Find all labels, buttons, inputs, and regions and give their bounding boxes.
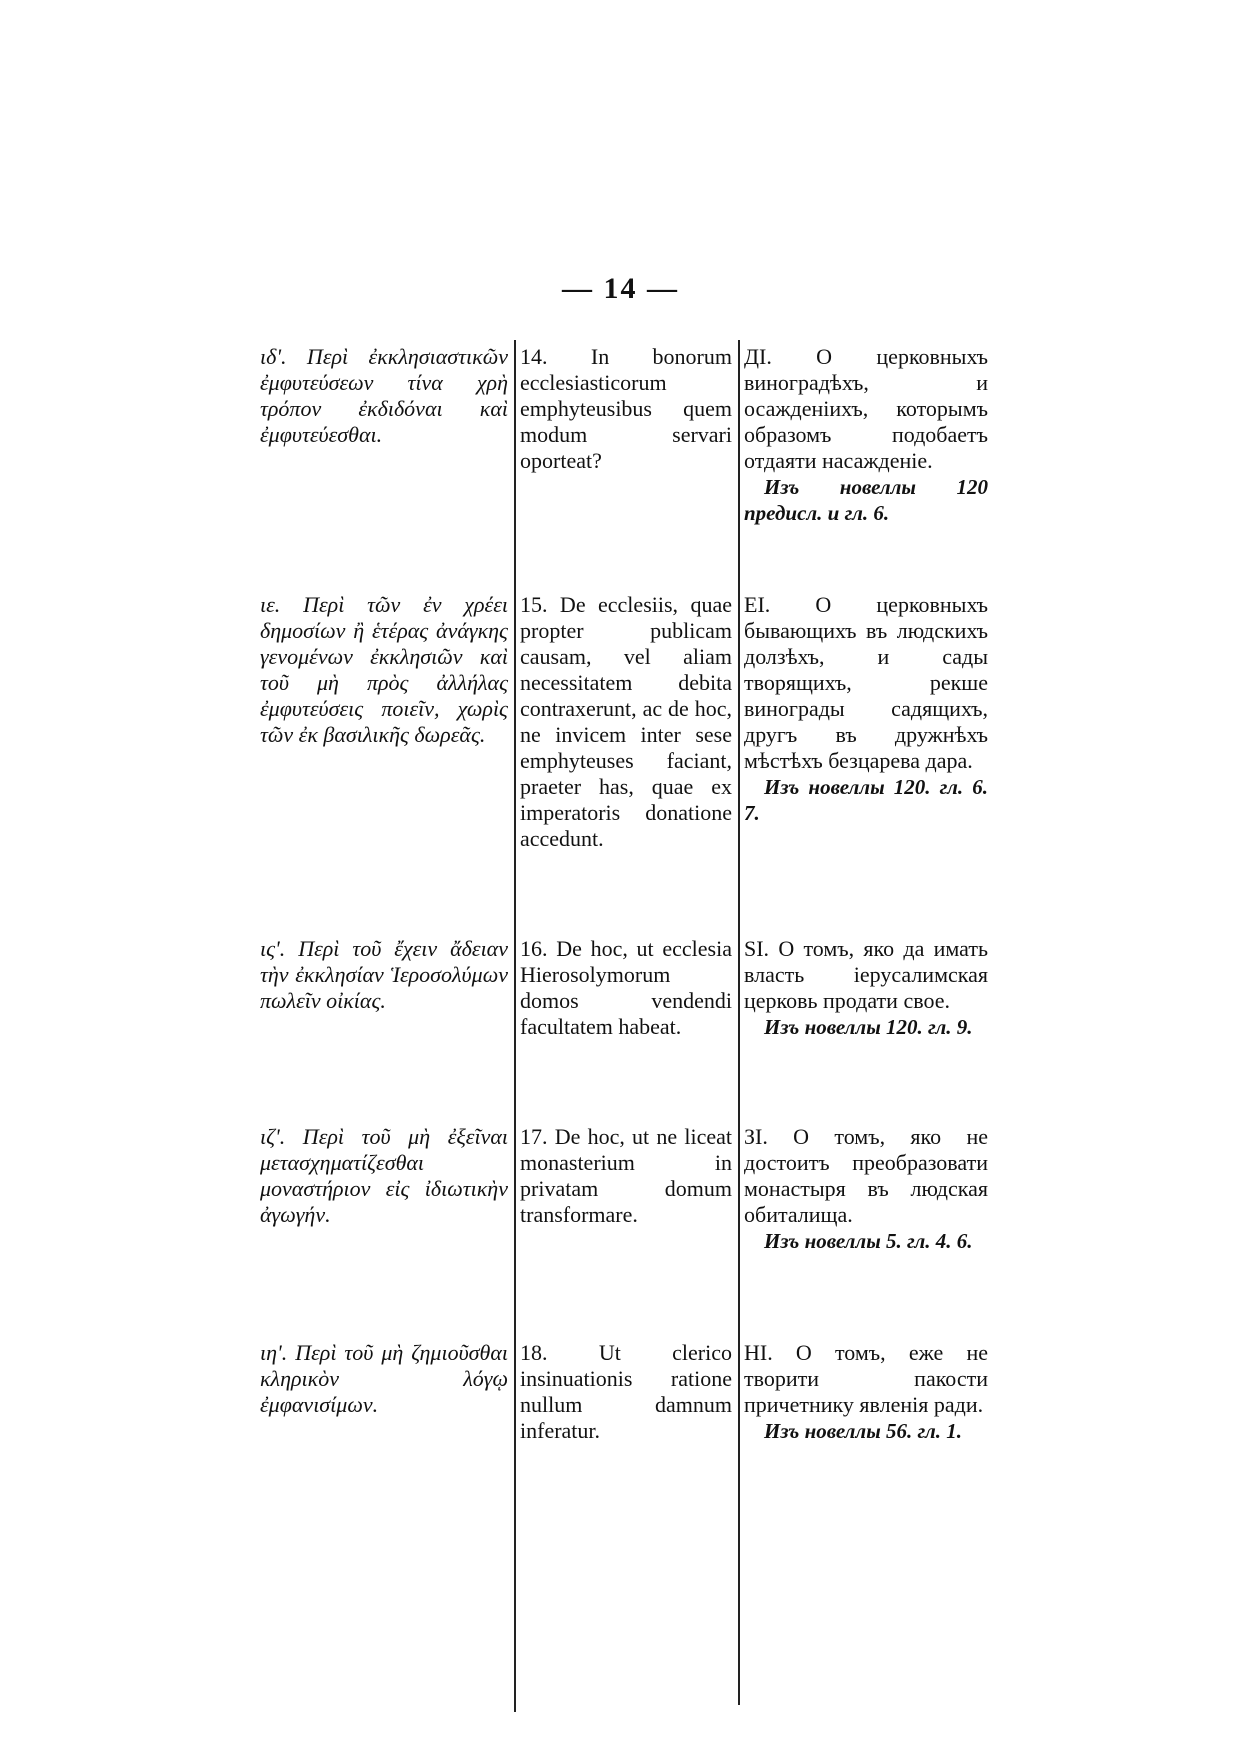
russian-entry-15 bbox=[744, 592, 988, 826]
russian-entry-text: SI. О томъ, яко да имать власть iерусалимская церковь продати свое. bbox=[744, 936, 988, 1013]
russian-entry-text: ЗI. О томъ, яко не достоитъ преобразовати монастыря въ людская обиталища. bbox=[744, 1124, 988, 1227]
column-divider-left bbox=[514, 340, 516, 1712]
source-reference: Изъ новеллы 5. гл. 4. 6. bbox=[764, 1229, 973, 1253]
source-reference: Изъ новеллы 120 предисл. и гл. 6. bbox=[744, 475, 988, 525]
russian-entry-16 bbox=[744, 936, 988, 1040]
latin-entry-14: 14. In bonorum ecclesiasticorum emphyteusibus quem modum servari oporteat? bbox=[520, 344, 732, 473]
russian-entry-17 bbox=[744, 1124, 988, 1254]
latin-entry-15: 15. De ecclesiis, quae propter publicam causam, vel aliam necessitatem debita contraxerunt, ac de hoc, ne invicem inter sese emphyteuses faciant, praeter has, quae ex imperatoris donatione accedunt. bbox=[520, 592, 732, 851]
source-reference: Изъ новеллы 56. гл. 1. bbox=[764, 1419, 963, 1443]
latin-entry-18: 18. Ut clerico insinuationis ratione nullum damnum inferatur. bbox=[520, 1340, 732, 1443]
russian-entry-text: ДI. О церковныхъ виноградѣхъ, и осажденiихъ, которымъ образомъ подобаетъ отдаяти насажденiе. bbox=[744, 344, 988, 473]
page-number: — 14 — bbox=[562, 272, 679, 305]
greek-entry-16: ις'. Περὶ τοῦ ἔχειν ἄδειαν τὴν ἐκκλησίαν Ἱεροσολύμων πωλεῖν οἰκίας. bbox=[260, 936, 508, 1013]
source-reference: Изъ новеллы 120. гл. 9. bbox=[764, 1015, 973, 1039]
latin-entry-16: 16. De hoc, ut ecclesia Hierosolymorum domos vendendi facultatem habeat. bbox=[520, 936, 732, 1039]
russian-entry-text: ЕI. О церковныхъ бывающихъ въ людскихъ долзѣхъ, и сады творящихъ, рекше винограды садящихъ, другъ въ дружнѣхъ мѣстѣхъ безцарева дара. bbox=[744, 592, 988, 773]
greek-entry-18: ιη'. Περὶ τοῦ μὴ ζημιοῦσθαι κληρικὸν λόγῳ ἐμφανισίμων. bbox=[260, 1340, 508, 1417]
russian-entry-text: НI. О томъ, еже не творити пакости причетнику явленiя ради. bbox=[744, 1340, 988, 1417]
greek-entry-15: ιε. Περὶ τῶν ἐν χρέει δημοσίων ἢ ἑτέρας ἀνάγκης γενομένων ἐκκλησιῶν καὶ τοῦ μὴ πρὸς ἀλλήλας ἐμφυτεύσεις ποιεῖν, χωρὶς τῶν ἐκ βασιλικῆς δωρεᾶς. bbox=[260, 592, 508, 747]
greek-entry-17: ιζ'. Περὶ τοῦ μὴ ἐξεῖναι μετασχηματίζεσθαι μοναστήριον εἰς ἰδιωτικὴν ἀγωγήν. bbox=[260, 1124, 508, 1227]
latin-entry-17: 17. De hoc, ut ne liceat monasterium in privatam domum transformare. bbox=[520, 1124, 732, 1227]
greek-entry-14: ιδ'. Περὶ ἐκκλησιαστικῶν ἐμφυτεύσεων τίνα χρὴ τρόπον ἐκδιδόναι καὶ ἐμφυτεύεσθαι. bbox=[260, 344, 508, 447]
column-divider-right bbox=[738, 340, 740, 1705]
russian-entry-14 bbox=[744, 344, 988, 526]
source-reference: Изъ новеллы 120. гл. 6. 7. bbox=[744, 775, 988, 825]
russian-entry-18 bbox=[744, 1340, 988, 1444]
